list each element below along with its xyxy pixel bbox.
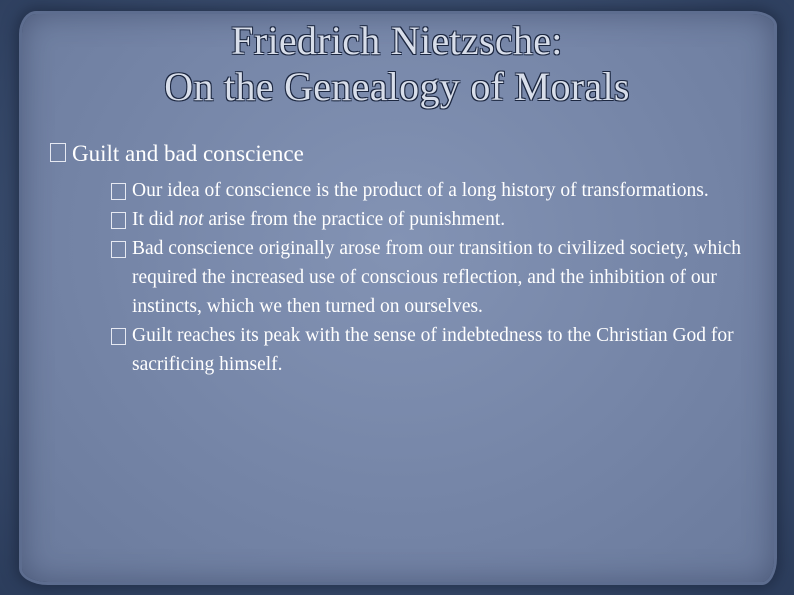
sub-bullet-4: [111, 321, 750, 379]
box-bullet-icon: [111, 328, 126, 345]
sub-bullet-1: [111, 176, 750, 205]
sub-bullet-text: Bad conscience originally arose from our transition to civilized society, which required the increased use of conscious reflection, and the inhibition of our instincts, which we then turned on ourselves.: [132, 238, 742, 317]
sub-bullet-text-after: arise from the practice of punishment.: [203, 209, 506, 230]
main-bullet-text: Guilt and bad conscience: [72, 141, 304, 166]
sub-bullet-text: Guilt reaches its peak with the sense of indebtedness to the Christian God for sacrificing himself.: [132, 325, 734, 375]
title-line-2: On the Genealogy of Morals: [164, 64, 630, 109]
slide-title: [0, 18, 794, 110]
sub-bullet-text: [132, 209, 505, 230]
box-bullet-icon: [111, 241, 126, 258]
sub-bullet-text-before: It did: [132, 209, 179, 230]
sub-bullet-emphasis: not: [178, 209, 204, 230]
slide-content: [50, 140, 750, 379]
box-bullet-icon: [50, 143, 66, 162]
sub-bullet-3: [111, 234, 750, 321]
main-bullet: [50, 140, 750, 168]
sub-bullet-list: [50, 176, 750, 379]
title-line-1: Friedrich Nietzsche:: [231, 18, 563, 63]
sub-bullet-text: Our idea of conscience is the product of a long history of transformations.: [132, 180, 709, 201]
sub-bullet-2: [111, 205, 750, 234]
box-bullet-icon: [111, 212, 126, 229]
box-bullet-icon: [111, 183, 126, 200]
